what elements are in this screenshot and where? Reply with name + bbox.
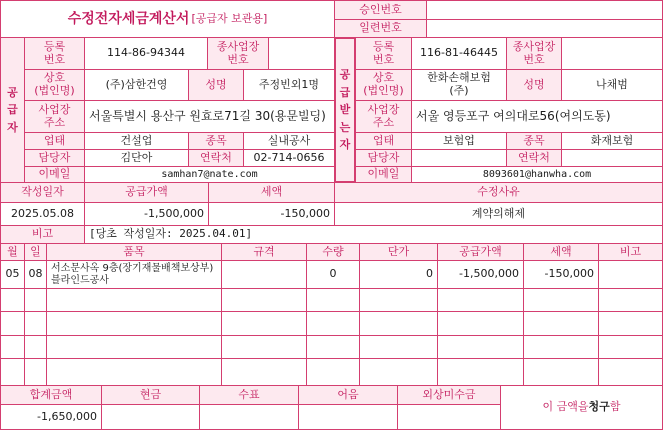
buyer-contact-label: 연락처 — [506, 149, 562, 167]
items-header-qty: 수량 — [306, 243, 360, 261]
date-value: 2025.05.08 — [0, 202, 85, 226]
supplier-name-value: (주)삼한건영 — [84, 69, 189, 101]
supplier-branch-value — [268, 37, 335, 70]
buyer-email-value: 8093601@hanwha.com — [411, 166, 663, 183]
buyer-contact-value — [561, 149, 663, 167]
approval-number-label: 승인번호 — [334, 0, 427, 20]
buyer-biz-value: 보험업 — [411, 132, 507, 150]
supplier-reg-label: 등록 번호 — [24, 37, 85, 70]
buyer-reg-label: 등록 번호 — [355, 37, 412, 70]
buyer-rep-label: 성명 — [506, 69, 562, 101]
claim-statement — [500, 385, 663, 430]
claim-prefix: 이 금액을 — [542, 400, 589, 414]
buyer-rep-value: 나채범 — [561, 69, 663, 101]
supplier-char-3: 자 — [7, 120, 18, 134]
cash-label: 현금 — [101, 385, 200, 405]
items-header-spec: 규격 — [221, 243, 307, 261]
items-row1-spec — [221, 260, 307, 289]
supplier-biz-label: 업태 — [24, 132, 85, 150]
items-header-supply: 공급가액 — [437, 243, 524, 261]
credit-label: 외상미수금 — [397, 385, 501, 405]
buyer-char-3: 받 — [339, 103, 351, 117]
items-header-item: 품목 — [46, 243, 222, 261]
items-row1-supply: -1,500,000 — [437, 260, 524, 289]
supplier-email-value: samhan7@nate.com — [84, 166, 335, 183]
date-label: 작성일자 — [0, 182, 85, 203]
supplier-branch-label: 종사업장 번호 — [207, 37, 269, 70]
buyer-item-label: 종목 — [506, 132, 562, 150]
tax-label: 세액 — [208, 182, 335, 203]
buyer-email-label: 이메일 — [355, 166, 412, 183]
buyer-item-value: 화재보험 — [561, 132, 663, 150]
claim-suffix: 함 — [609, 400, 621, 414]
buyer-branch-value — [561, 37, 663, 70]
buyer-person-value — [411, 149, 507, 167]
supplier-rep-label: 성명 — [188, 69, 244, 101]
supplier-person-label: 담당자 — [24, 149, 85, 167]
supplier-reg-value: 114-86-94344 — [84, 37, 208, 70]
serial-number-label: 일련번호 — [334, 19, 427, 38]
buyer-name-label: 상호 (법인명) — [355, 69, 412, 101]
items-header-note: 비고 — [598, 243, 663, 261]
note-label: 비고 — [0, 225, 85, 244]
invoice-title — [0, 0, 335, 38]
check-value — [199, 404, 299, 430]
supplier-biz-value: 건설업 — [84, 132, 189, 150]
buyer-branch-label: 종사업장 번호 — [506, 37, 562, 70]
items-row1-month: 05 — [0, 260, 25, 289]
reason-value: 계약의해제 — [334, 202, 663, 226]
credit-value — [397, 404, 501, 430]
check-label: 수표 — [199, 385, 299, 405]
promissory-label: 어음 — [298, 385, 398, 405]
buyer-person-label: 담당자 — [355, 149, 412, 167]
supplier-contact-label: 연락처 — [188, 149, 244, 167]
items-header-month: 월 — [0, 243, 25, 261]
items-row1-note — [598, 260, 663, 289]
cash-value — [101, 404, 200, 430]
items-row1-qty: 0 — [306, 260, 360, 289]
promissory-value — [298, 404, 398, 430]
invoice-title-text: 수정전자세금계산서 — [67, 10, 190, 27]
tax-value: -150,000 — [208, 202, 335, 226]
items-row1-tax: -150,000 — [523, 260, 599, 289]
supplier-person-value: 김단아 — [84, 149, 189, 167]
supplier-item-value: 실내공사 — [243, 132, 335, 150]
items-row1-item: 서소문사옥 9층(장기재물배책보상부) 블라인드공사 — [46, 260, 222, 289]
supplier-contact-value: 02-714-0656 — [243, 149, 335, 167]
buyer-reg-value: 116-81-46445 — [411, 37, 507, 70]
buyer-name-value: 한화손해보험 (주) — [411, 69, 507, 101]
total-label: 합계금액 — [0, 385, 102, 405]
total-value: -1,650,000 — [0, 404, 102, 430]
approval-number-value — [426, 0, 663, 20]
buyer-char-1: 공 — [339, 68, 351, 82]
items-row1-unit-price: 0 — [359, 260, 438, 289]
buyer-char-5: 자 — [339, 138, 351, 152]
supplier-char-1: 공 — [7, 85, 18, 99]
supplier-rep-value: 주정빈외1명 — [243, 69, 335, 101]
claim-word: 청구 — [588, 400, 610, 414]
buyer-section-label — [334, 37, 356, 183]
buyer-addr-value: 서울 영등포구 여의대로56(여의도동) — [411, 100, 663, 133]
supplier-name-label: 상호 (법인명) — [24, 69, 85, 101]
supplier-addr-value: 서울특별시 용산구 원효로71길 30(용문빌딩) — [84, 100, 335, 133]
buyer-char-4: 는 — [339, 120, 351, 134]
supplier-email-label: 이메일 — [24, 166, 85, 183]
items-header-unit-price: 단가 — [359, 243, 438, 261]
supplier-section-label — [0, 37, 25, 183]
note-value: [당초 작성일자: 2025.04.01] — [84, 225, 663, 244]
reason-label: 수정사유 — [334, 182, 663, 203]
items-row1-day: 08 — [24, 260, 47, 289]
supplier-char-2: 급 — [7, 103, 18, 117]
buyer-addr-label: 사업장 주소 — [355, 100, 412, 133]
supplier-item-label: 종목 — [188, 132, 244, 150]
items-header-day: 일 — [24, 243, 47, 261]
supply-label: 공급가액 — [84, 182, 209, 203]
supply-value: -1,500,000 — [84, 202, 209, 226]
invoice-subtitle: [공급자 보관용] — [191, 11, 268, 25]
supplier-addr-label: 사업장 주소 — [24, 100, 85, 133]
serial-number-value — [426, 19, 663, 38]
buyer-char-2: 급 — [339, 85, 351, 99]
items-header-tax: 세액 — [523, 243, 599, 261]
buyer-biz-label: 업태 — [355, 132, 412, 150]
